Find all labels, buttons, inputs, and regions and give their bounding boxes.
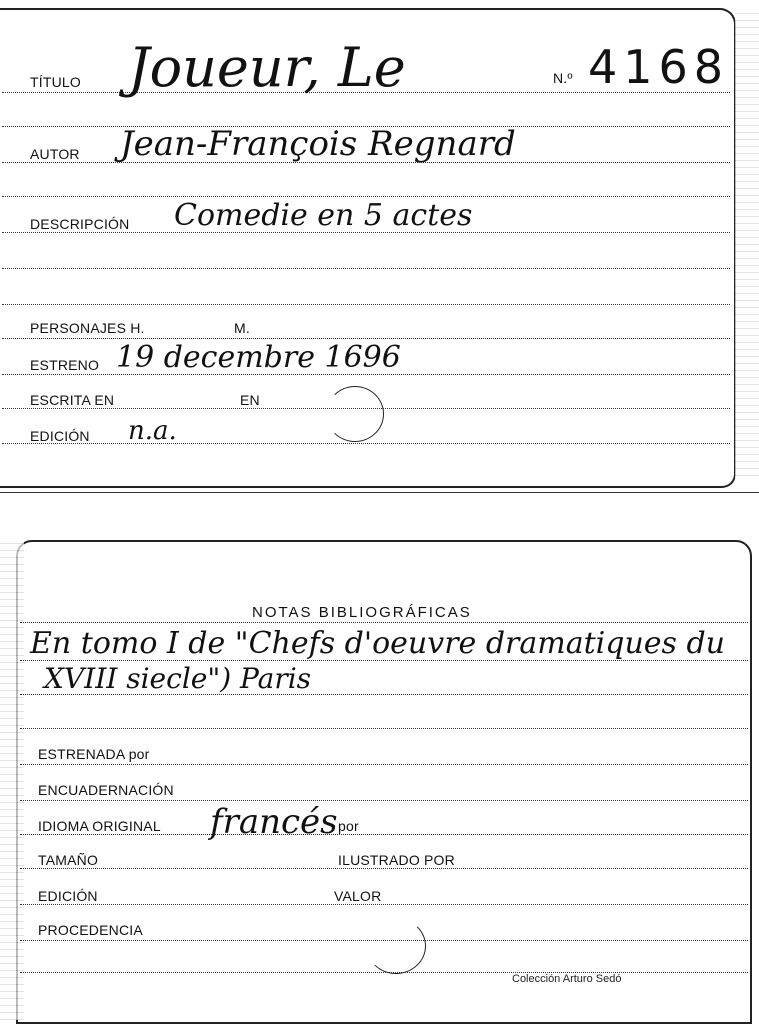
estrenada-label: ESTRENADA por [38, 746, 150, 762]
personajes-m-label: M. [234, 320, 250, 336]
personajes-label: PERSONAJES H. [30, 320, 145, 336]
autor-label: AUTOR [30, 146, 80, 162]
escrita-en-label: EN [240, 392, 260, 408]
scan-edge-right [735, 10, 759, 480]
descripcion-value: Comedie en 5 actes [174, 198, 473, 233]
valor-label: VALOR [334, 888, 382, 904]
idioma-value: francés [210, 802, 338, 842]
titulo-label: TÍTULO [30, 74, 81, 90]
escrita-label: ESCRITA EN [30, 392, 115, 408]
card-separator [0, 492, 759, 493]
rule-line [2, 196, 730, 197]
estreno-label: ESTRENO [30, 357, 100, 373]
edicion-value: n.a. [128, 416, 177, 446]
numero-label: N.º [553, 70, 573, 86]
stamp-circle [326, 386, 384, 442]
rule-line [20, 800, 748, 801]
rule-line [2, 304, 730, 305]
idioma-por-label: por [338, 818, 359, 834]
rule-line [2, 338, 730, 339]
numero-value: 4168 [588, 40, 730, 94]
descripcion-label: DESCRIPCIÓN [30, 216, 130, 232]
rule-line [2, 268, 730, 269]
autor-value: Jean-François Regnard [120, 124, 516, 164]
titulo-value: Joueur, Le [128, 36, 406, 99]
stamp-circle [366, 918, 426, 974]
procedencia-label: PROCEDENCIA [38, 922, 143, 938]
ilustrado-label: ILUSTRADO POR [338, 852, 455, 868]
rule-line [20, 764, 748, 765]
rule-line [20, 622, 748, 623]
rule-line [20, 972, 748, 973]
edicion-label: EDICIÓN [30, 428, 90, 444]
estreno-value: 19 decembre 1696 [116, 340, 401, 375]
rule-line [20, 834, 748, 835]
notas-heading: NOTAS BIBLIOGRÁFICAS [252, 604, 472, 621]
scan-edge-left [0, 540, 24, 1020]
tamano-label: TAMAÑO [38, 852, 99, 868]
notas-line-2: XVIII siecle") Paris [44, 662, 312, 695]
rule-line [20, 868, 748, 869]
rule-line [2, 443, 730, 444]
encuadernacion-label: ENCUADERNACIÓN [38, 782, 174, 798]
notas-line-1: En tomo I de "Chefs d'oeuvre dramatiques du [30, 626, 725, 661]
collection-footer: Colección Arturo Sedó [512, 973, 622, 985]
rule-line [20, 904, 748, 905]
idioma-label: IDIOMA ORIGINAL [38, 818, 161, 834]
edicion-bottom-label: EDICIÓN [38, 888, 98, 904]
rule-line [20, 728, 748, 729]
